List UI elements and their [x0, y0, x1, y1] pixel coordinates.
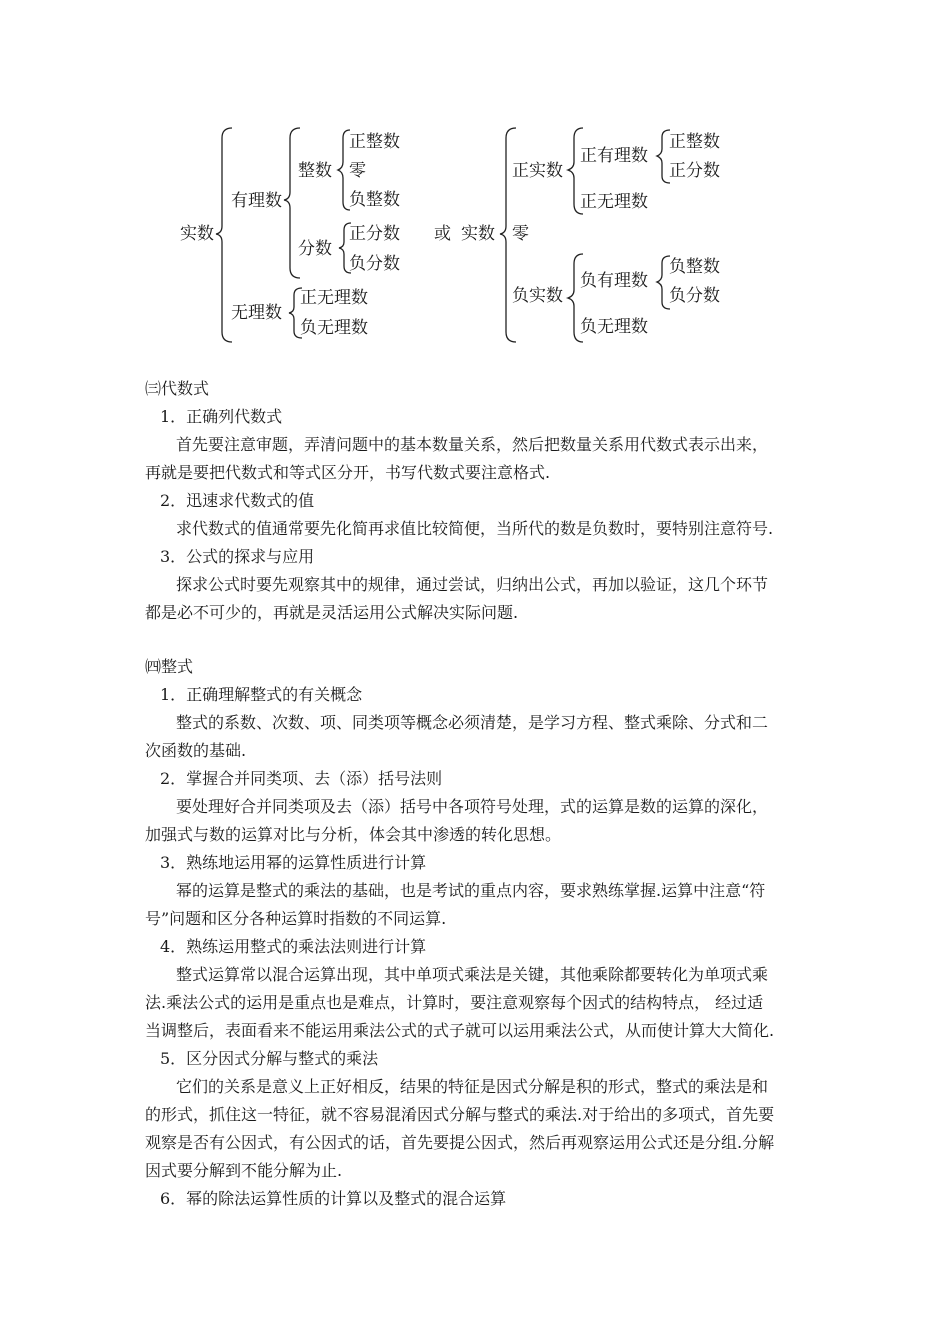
right-negative-real-label: 负实数 — [512, 286, 563, 306]
left-negative-integer-label: 负整数 — [349, 190, 400, 210]
section4-item1-line1: 整式的系数、次数、项、同类项等概念必须清楚，是学习方程、整式乘除、分式和二 — [176, 713, 769, 732]
left-positive-integer-label: 正整数 — [349, 132, 400, 152]
section3-title: ㈢代数式 — [145, 379, 210, 398]
section4-item5-line3: 观察是否有公因式，有公因式的话，首先要提公因式，然后再观察运用公式还是分组.分解 — [145, 1133, 775, 1152]
connector-label: 或 — [434, 224, 451, 244]
section4-item4-line2: 法.乘法公式的运用是重点也是难点，计算时，要注意观察每个因式的结构特点， 经过适 — [145, 993, 764, 1012]
section4-item1-line2: 次函数的基础. — [145, 741, 247, 760]
section3-item1-line1: 首先要注意审题，弄清问题中的基本数量关系，然后把数量关系用代数式表示出来， — [176, 435, 769, 454]
section4-item4-line3: 当调整后，表面看来不能运用乘法公式的式子就可以运用乘法公式，从而使计算大大简化. — [145, 1021, 775, 1040]
section4-item2-line1: 要处理好合并同类项及去（添）括号中各项符号处理，式的运算是数的运算的深化， — [176, 797, 769, 816]
section3-item3-line2: 都是必不可少的，再就是灵活运用公式解决实际问题. — [145, 603, 519, 622]
section4-item3-heading: 3．熟练地运用幂的运算性质进行计算 — [160, 853, 427, 872]
right-positive-integer-label: 正整数 — [669, 132, 720, 152]
right-zero-label: 零 — [512, 224, 529, 244]
left-root-label: 实数 — [180, 224, 214, 244]
right-positive-real-label: 正实数 — [512, 161, 563, 181]
right-positive-irrational-label: 正无理数 — [580, 192, 648, 212]
left-negative-irrational-label: 负无理数 — [300, 318, 368, 338]
section4-item5-line2: 的形式，抓住这一特征，就不容易混淆因式分解与整式的乘法.对于给出的多项式，首先要 — [145, 1105, 775, 1124]
right-positive-rational-label: 正有理数 — [580, 146, 648, 166]
right-negative-integer-label: 负整数 — [669, 257, 720, 277]
section3-item2-heading: 2．迅速求代数式的值 — [160, 491, 315, 510]
section4-item5-line1: 它们的关系是意义上正好相反，结果的特征是因式分解是积的形式，整式的乘法是和 — [176, 1077, 769, 1096]
section4-title: ㈣整式 — [145, 657, 194, 676]
section3-item3-line1: 探求公式时要先观察其中的规律，通过尝试，归纳出公式，再加以验证，这几个环节 — [176, 575, 769, 594]
section3-item1-heading: 1．正确列代数式 — [160, 407, 283, 426]
left-fraction-label: 分数 — [298, 239, 332, 259]
right-negative-rational-label: 负有理数 — [580, 271, 648, 291]
section4-item4-line1: 整式运算常以混合运算出现，其中单项式乘法是关键，其他乘除都要转化为单项式乘 — [176, 965, 769, 984]
left-integer-label: 整数 — [298, 161, 332, 181]
section4-item2-heading: 2．掌握合并同类项、去（添）括号法则 — [160, 769, 443, 788]
left-irrational-label: 无理数 — [231, 303, 282, 323]
left-positive-irrational-label: 正无理数 — [300, 288, 368, 308]
section4-item3-line2: 号”问题和区分各种运算时指数的不同运算. — [145, 909, 447, 928]
section4-item5-heading: 5．区分因式分解与整式的乘法 — [160, 1049, 379, 1068]
section3-item3-heading: 3．公式的探求与应用 — [160, 547, 315, 566]
right-negative-irrational-label: 负无理数 — [580, 317, 648, 337]
left-negative-fraction-label: 负分数 — [349, 254, 400, 274]
left-zero-label: 零 — [349, 161, 366, 181]
section4-item4-heading: 4．熟练运用整式的乘法法则进行计算 — [160, 937, 427, 956]
right-root-label: 实数 — [461, 224, 495, 244]
section4-item5-line4: 因式要分解到不能分解为止. — [145, 1161, 343, 1180]
section4-item6-heading: 6．幂的除法运算性质的计算以及整式的混合运算 — [160, 1189, 507, 1208]
section3-item2-line1: 求代数式的值通常要先化简再求值比较简便，当所代的数是负数时，要特别注意符号. — [176, 519, 774, 538]
right-positive-fraction-label: 正分数 — [669, 161, 720, 181]
left-rational-label: 有理数 — [231, 191, 282, 211]
section3-item1-line2: 再就是要把代数式和等式区分开，书写代数式要注意格式. — [145, 463, 551, 482]
section4-item1-heading: 1．正确理解整式的有关概念 — [160, 685, 363, 704]
right-negative-fraction-label: 负分数 — [669, 286, 720, 306]
section4-item3-line1: 幂的运算是整式的乘法的基础，也是考试的重点内容，要求熟练掌握.运算中注意“符 — [176, 881, 766, 900]
left-positive-fraction-label: 正分数 — [349, 224, 400, 244]
section4-item2-line2: 加强式与数的运算对比与分析，体会其中渗透的转化思想。 — [145, 825, 562, 844]
